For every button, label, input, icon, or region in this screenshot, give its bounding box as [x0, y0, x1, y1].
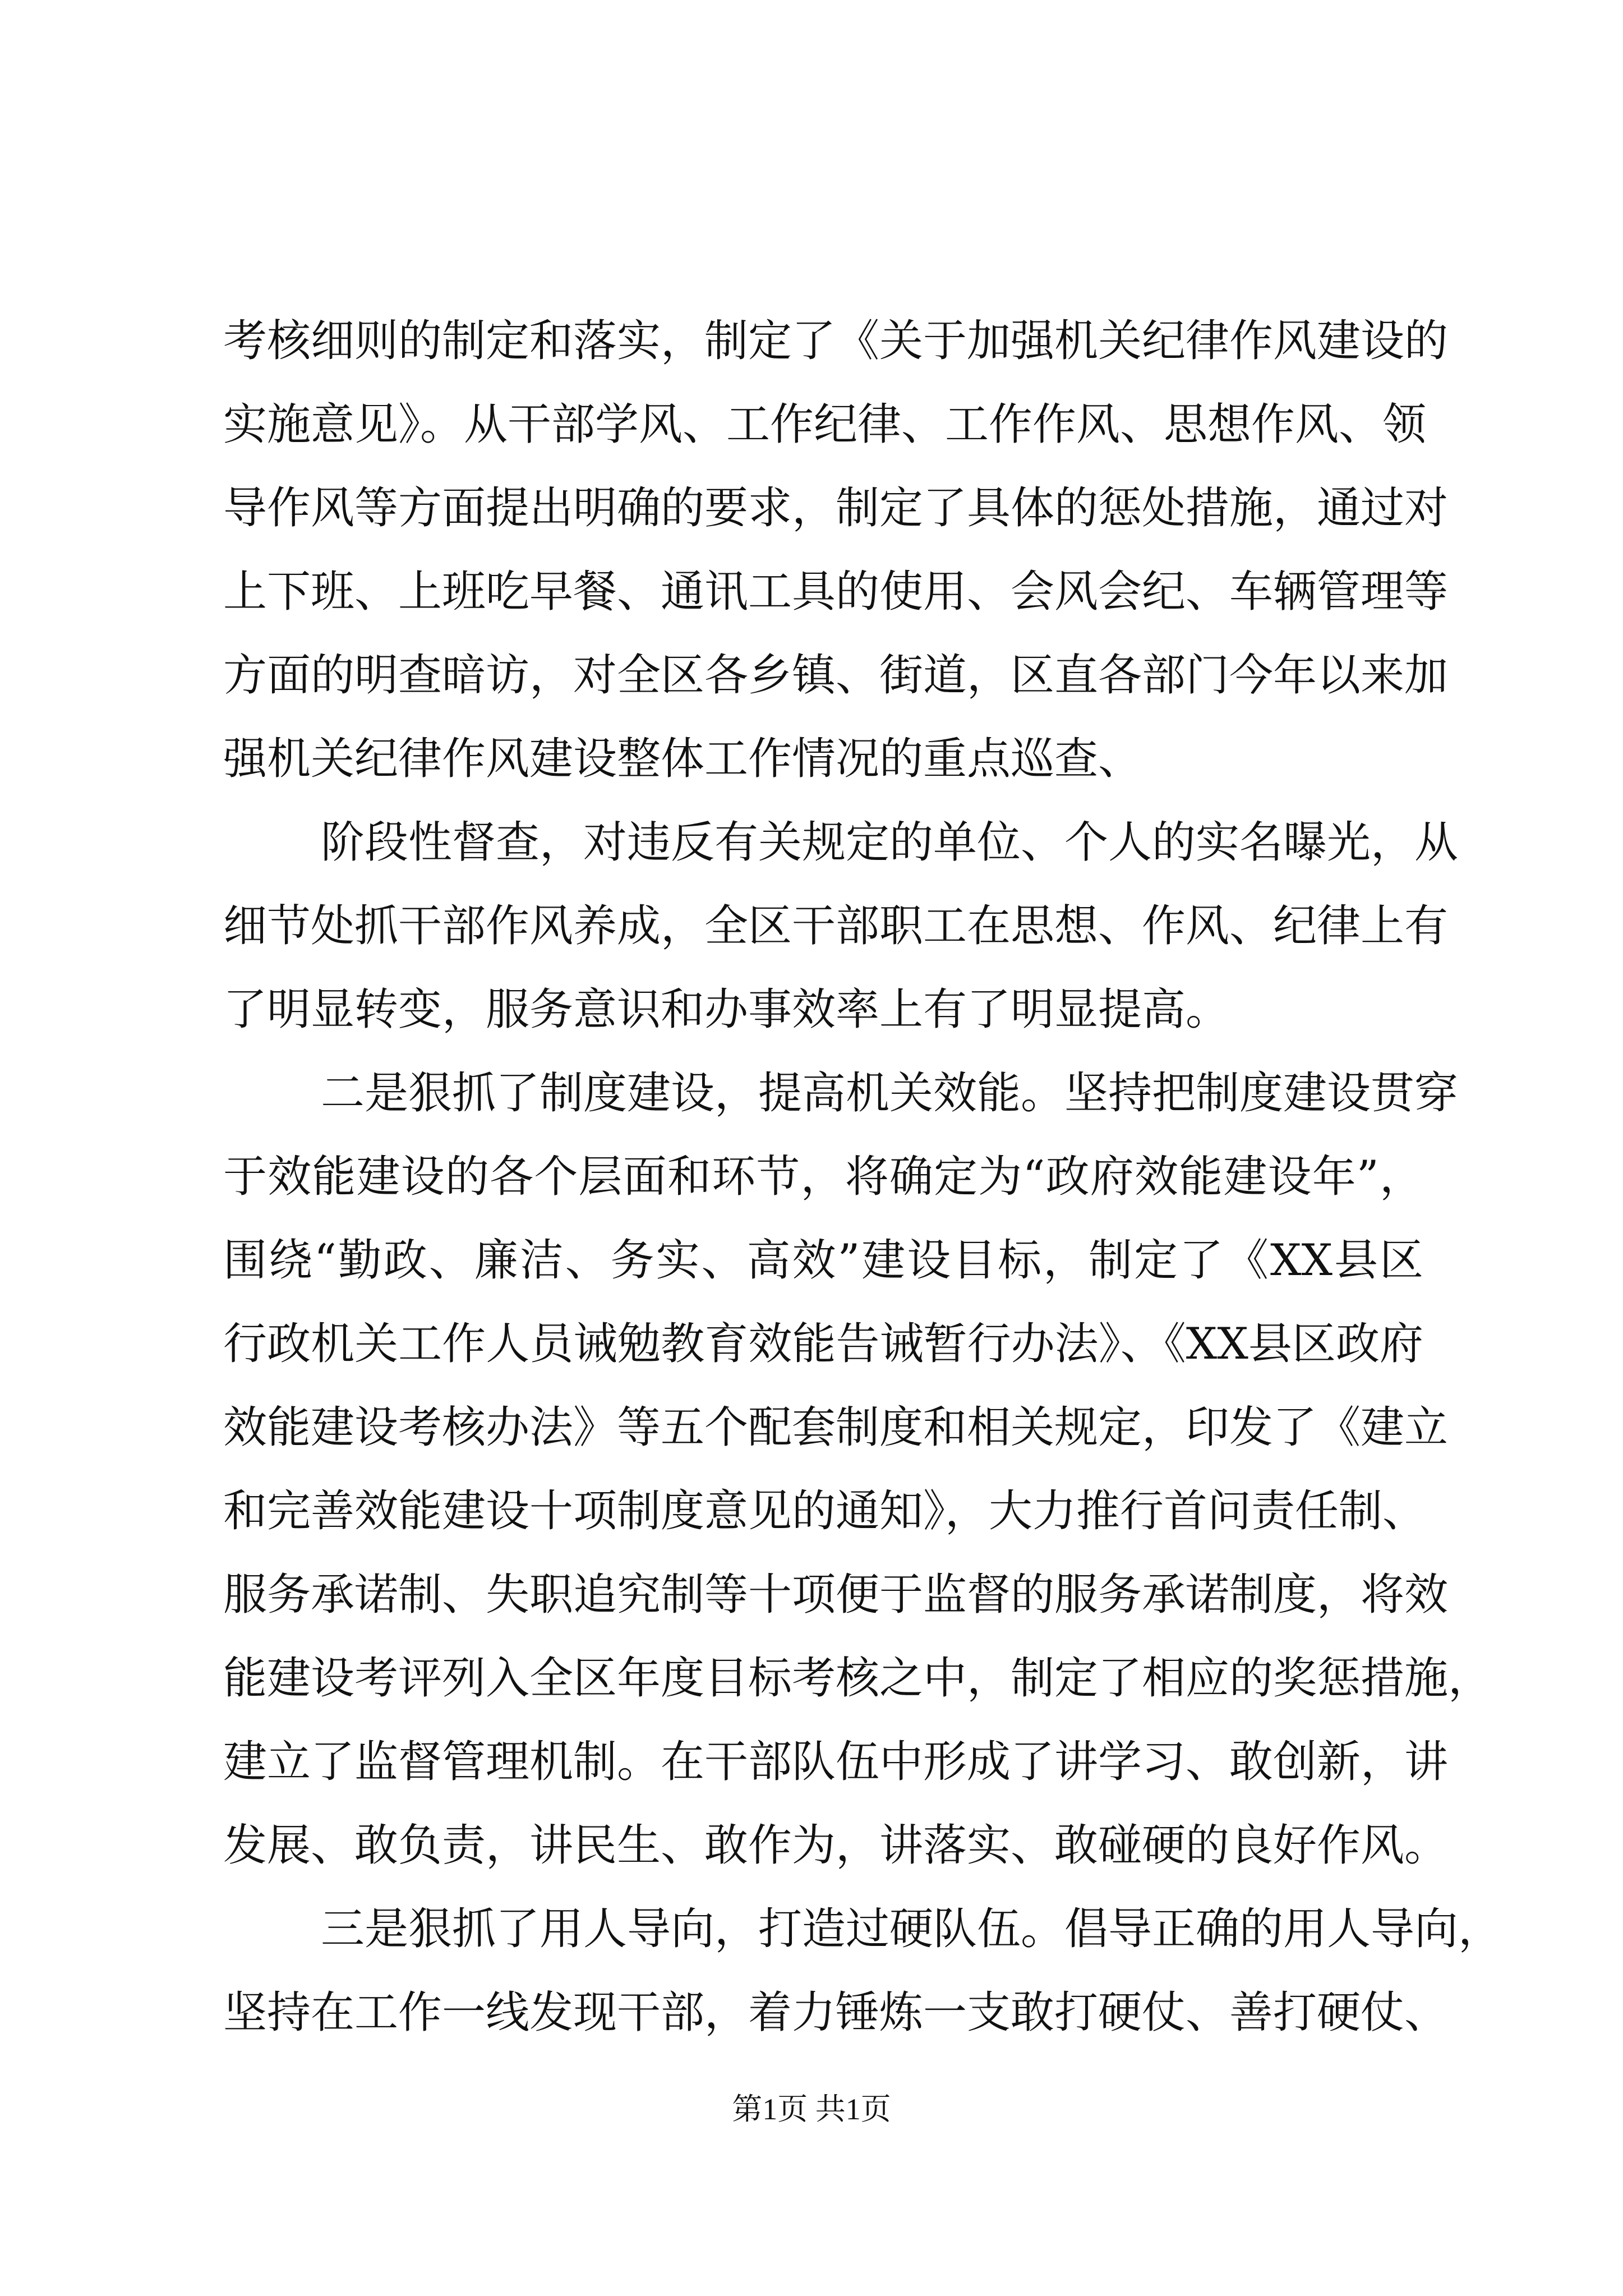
text-line: 导作风等方面提出明确的要求，制定了具体的惩处措施，通过对 — [223, 483, 1449, 533]
text-line: 行政机关工作人员诫勉教育效能告诫暂行办法》、《XX县区政府 — [223, 1319, 1423, 1369]
text-line: 坚持在工作一线发现干部，着力锤炼一支敢打硬仗、善打硬仗、 — [223, 1987, 1449, 2038]
text-line: 强机关纪律作风建设整体工作情况的重点巡查、 — [223, 734, 1142, 784]
text-line: 细节处抓干部作风养成，全区干部职工在思想、作风、纪律上有 — [223, 901, 1449, 951]
text-line: 三是狠抓了用人导向，打造过硬队伍。倡导正确的用人导向， — [321, 1904, 1502, 1954]
text-line: 能建设考评列入全区年度目标考核之中，制定了相应的奖惩措施， — [223, 1653, 1492, 1704]
text-line: 上下班、上班吃早餐、通讯工具的使用、会风会纪、车辆管理等 — [223, 567, 1449, 617]
text-line: 实施意见》。从干部学风、工作纪律、工作作风、思想作风、领 — [223, 399, 1427, 450]
text-line: 发展、敢负责，讲民生、敢作为，讲落实、敢碰硬的良好作风。 — [223, 1820, 1449, 1871]
text-line: 于效能建设的各个层面和环节，将确定为“政府效能建设年”， — [223, 1152, 1423, 1202]
page-footer: 第1页 共1页 — [732, 2092, 891, 2126]
text-line: 和完善效能建设十项制度意见的通知》，大力推行首问责任制、 — [223, 1486, 1427, 1536]
text-line: 考核细则的制定和落实，制定了《关于加强机关纪律作风建设的 — [223, 316, 1449, 366]
text-line: 阶段性督查，对违反有关规定的单位、个人的实名曝光，从 — [321, 817, 1459, 868]
text-line: 方面的明查暗访，对全区各乡镇、街道，区直各部门今年以来加 — [223, 650, 1449, 701]
text-line: 效能建设考核办法》等五个配套制度和相关规定，印发了《建立 — [223, 1402, 1449, 1453]
text-line: 二是狠抓了制度建设，提高机关效能。坚持把制度建设贯穿 — [321, 1068, 1459, 1119]
text-line: 了明显转变，服务意识和办事效率上有了明显提高。 — [223, 984, 1230, 1035]
text-line: 围绕“勤政、廉洁、务实、高效”建设目标，制定了《XX县区 — [223, 1235, 1423, 1286]
text-line: 建立了监督管理机制。在干部队伍中形成了讲学习、敢创新，讲 — [223, 1737, 1449, 1787]
text-line: 服务承诺制、失职追究制等十项便于监督的服务承诺制度，将效 — [223, 1570, 1449, 1620]
